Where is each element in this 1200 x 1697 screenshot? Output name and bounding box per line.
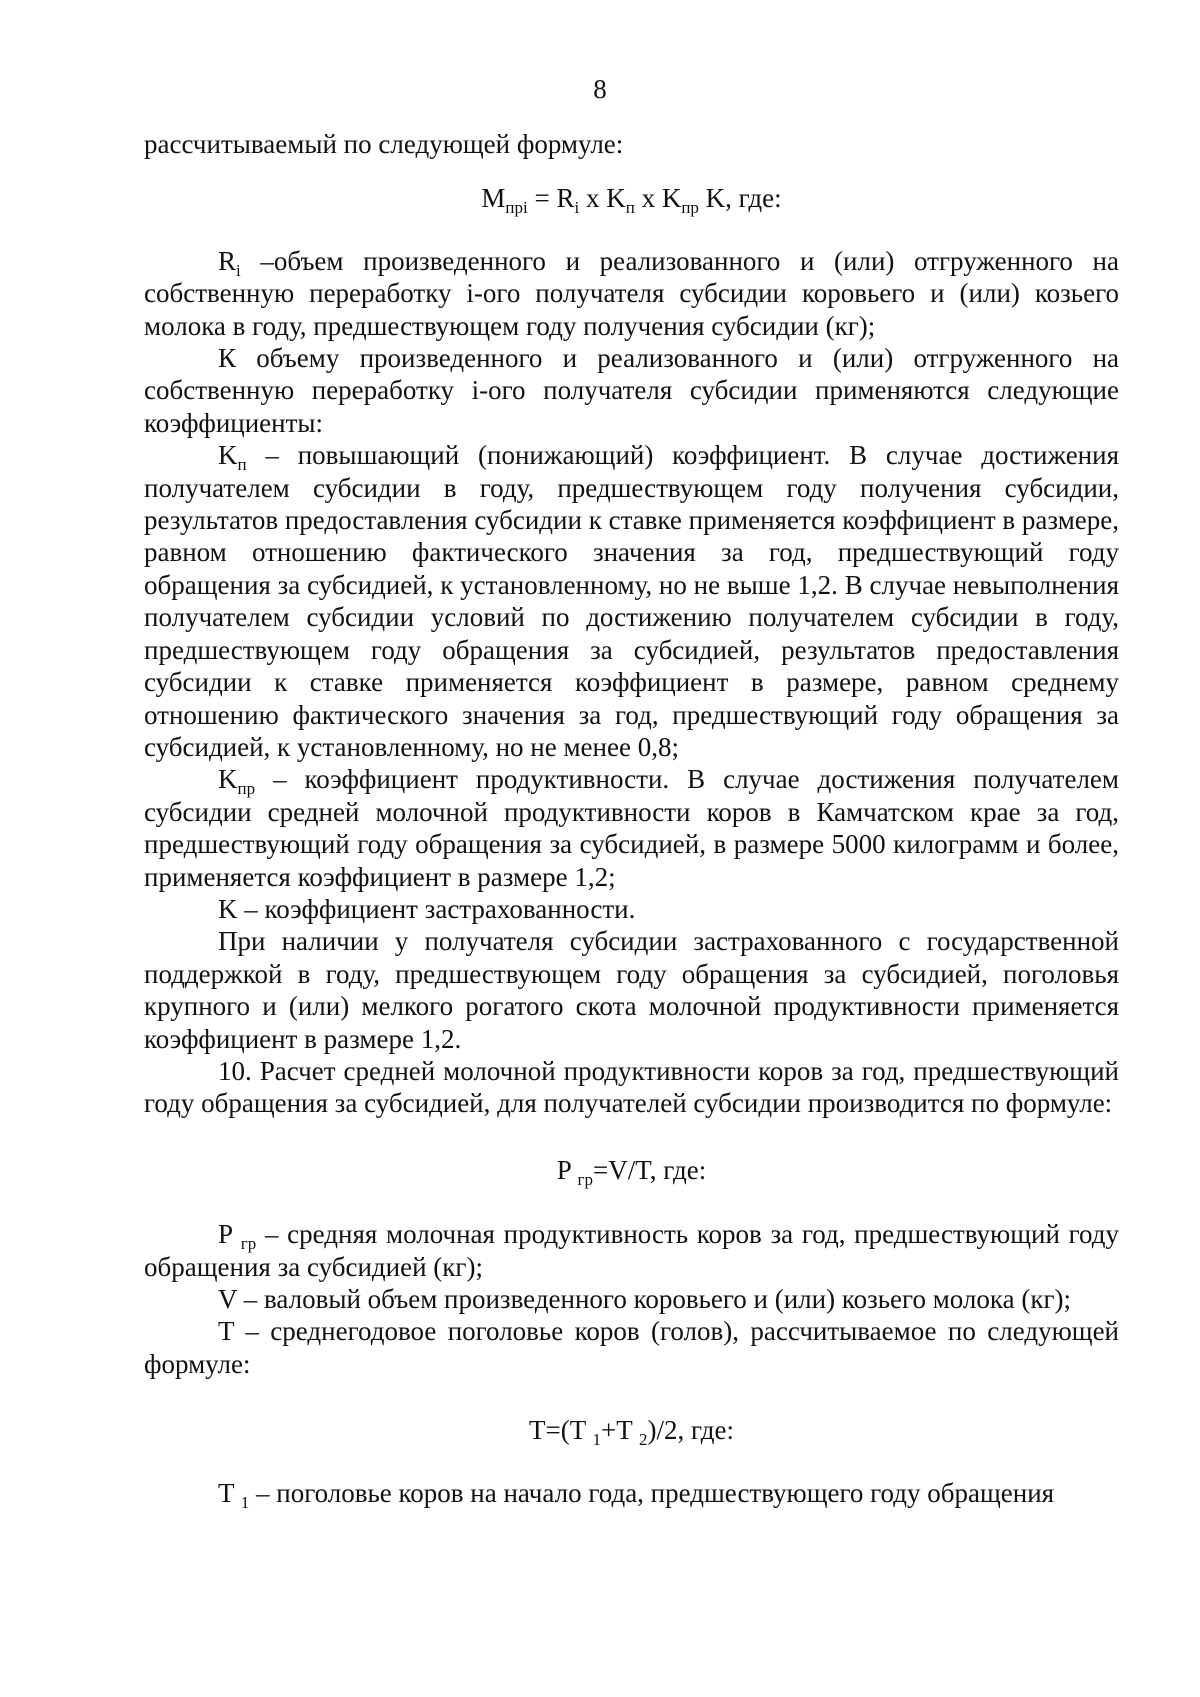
document-body	[144, 128, 1119, 1512]
insured-paragraph: При наличии у получателя субсидии застрахованного с государственной поддержкой в году, предшествующем году обращения за субсидией, поголовья крупного и (или) мелкого рогатого скота молочной продуктивности применяется коэффициент в размере 1,2.	[144, 926, 1119, 1054]
intro-paragraph: рассчитываемый по следующей формуле:	[144, 129, 624, 159]
definition-k: K – коэффициент застрахованности.	[218, 893, 636, 924]
formula-pgr: P $_{гр}$=V/T, где:	[556, 1154, 707, 1189]
formula-t: T=(T $_1$+T $_2$)/2, где:	[529, 1415, 734, 1450]
definition-pgr: P $_{гр}$ – средняя молочная продуктивность коров за год, предшествующий году обращения за субсидией (кг);	[144, 1219, 1119, 1282]
definition-kp: $K_п$ – повышающий (понижающий) коэффициент. В случае достижения получателем субсидии в году, предшествующем году получения субсидии, результатов предоставления субсидии к ставке применяется коэффициент в размере, равном отношению фактического значения за год, предшествующий году обращения за субсидией, к установленному, но не выше 1,2. В случае невыполнения получателем субсидии условий по достижению получателем субсидии в году, предшествующем году обращения за субсидией, результатов предоставления субсидии к ставке применяется коэффициент в размере, равном среднему отношению фактического значения за год, предшествующий году обращения за субсидией, к установленному, но не менее 0,8;	[144, 440, 1119, 762]
page-number: 8	[593, 74, 607, 104]
definition-t: T – среднегодовое поголовье коров (голов), рассчитываемое по следующей формуле:	[144, 1316, 1119, 1379]
definition-kpr: $K_{пр}$ – коэффициент продуктивности. В случае достижения получателем субсидии средней молочной продуктивности коров в Камчатском крае за год, предшествующий году обращения за субсидией, в размере 5000 килограмм и более, применяется коэффициент в размере 1,2;	[144, 764, 1119, 892]
formula-mpri: $M_{прi} = R_i$ х $K_п$ х $K_{пр}$ K, где:	[481, 183, 782, 218]
item-10-paragraph: 10. Расчет средней молочной продуктивности коров за год, предшествующий году обращения за субсидией, для получателей субсидии производится по формуле:	[144, 1055, 1119, 1119]
definition-v: V – валовый объем произведенного коровьего и (или) козьего молока (кг);	[218, 1284, 1072, 1314]
definition-t1: T $_1$ – поголовье коров на начало года, предшествующего году обращения	[218, 1477, 1055, 1512]
coefficients-intro: К объему произведенного и реализованного и (или) отгруженного на собственную переработку i-ого получателя субсидии применяются следующие коэффициенты:	[144, 343, 1119, 438]
definition-ri: $R_i$ –объем произведенного и реализованного и (или) отгруженного на собственную переработку i-ого получателя субсидии коровьего и (или) козьего молока в году, предшествующем году получения субсидии (кг);	[144, 245, 1119, 341]
